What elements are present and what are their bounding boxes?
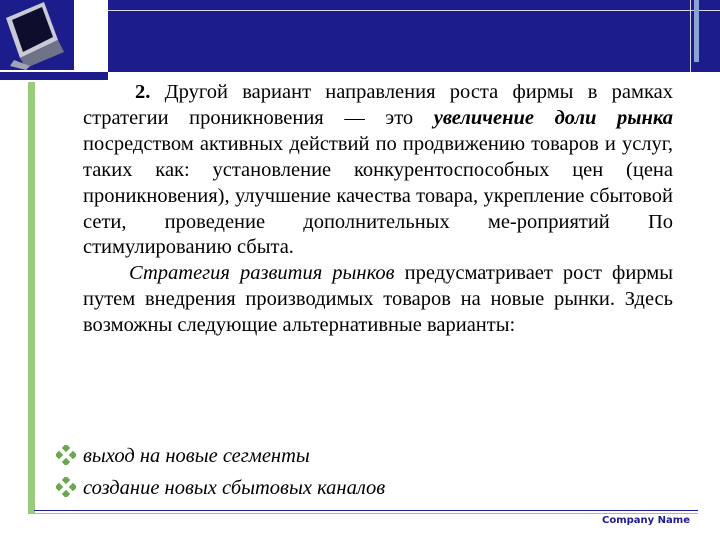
diamond-bullet-icon <box>56 477 76 497</box>
list-item <box>56 472 385 504</box>
slide-body <box>83 80 673 339</box>
paragraph-2-text: предусматривает рост фирмы путем внедрения производимых товаров на новые рынки. Здесь возможны следующие альтернативные варианты: <box>83 262 673 337</box>
header-bottom-strip <box>0 72 108 80</box>
bullet-list <box>56 440 385 504</box>
footer-divider <box>34 510 698 511</box>
footer-divider-green <box>34 513 698 514</box>
slide-header <box>0 0 720 80</box>
bullet-text: выход на новые сегменты <box>83 445 310 467</box>
paragraph-1-text-a: Другой вариант направления роста фирмы в рамках стратегии проникновения — это <box>83 81 673 129</box>
header-divider <box>108 10 720 11</box>
left-accent-bar <box>28 82 35 514</box>
bullet-text: создание новых сбытовых каналов <box>83 477 386 499</box>
header-vline <box>690 0 691 72</box>
paragraph-1-text-b: посредством активных действий по продвижению товаров и услуг, таких как: установление конкурентоспособных цен (цена проникновения), улучшение качества товара, укрепление сбытовой сети, проведение дополнительных ме-роприятий По стимулированию сбыта. <box>83 132 673 259</box>
paragraph-2 <box>83 261 673 339</box>
company-name: Company Name <box>602 515 690 526</box>
paragraph-1-number: 2. <box>135 81 151 103</box>
header-accent-bar <box>694 0 699 62</box>
paragraph-1 <box>83 80 673 261</box>
paragraph-2-emphasis: Стратегия развития рынков <box>129 262 395 285</box>
paragraph-1-emphasis: увеличение доли рынка <box>433 106 673 129</box>
monitor-icon <box>0 0 74 70</box>
diamond-bullet-icon <box>56 445 76 465</box>
list-item <box>56 440 385 472</box>
